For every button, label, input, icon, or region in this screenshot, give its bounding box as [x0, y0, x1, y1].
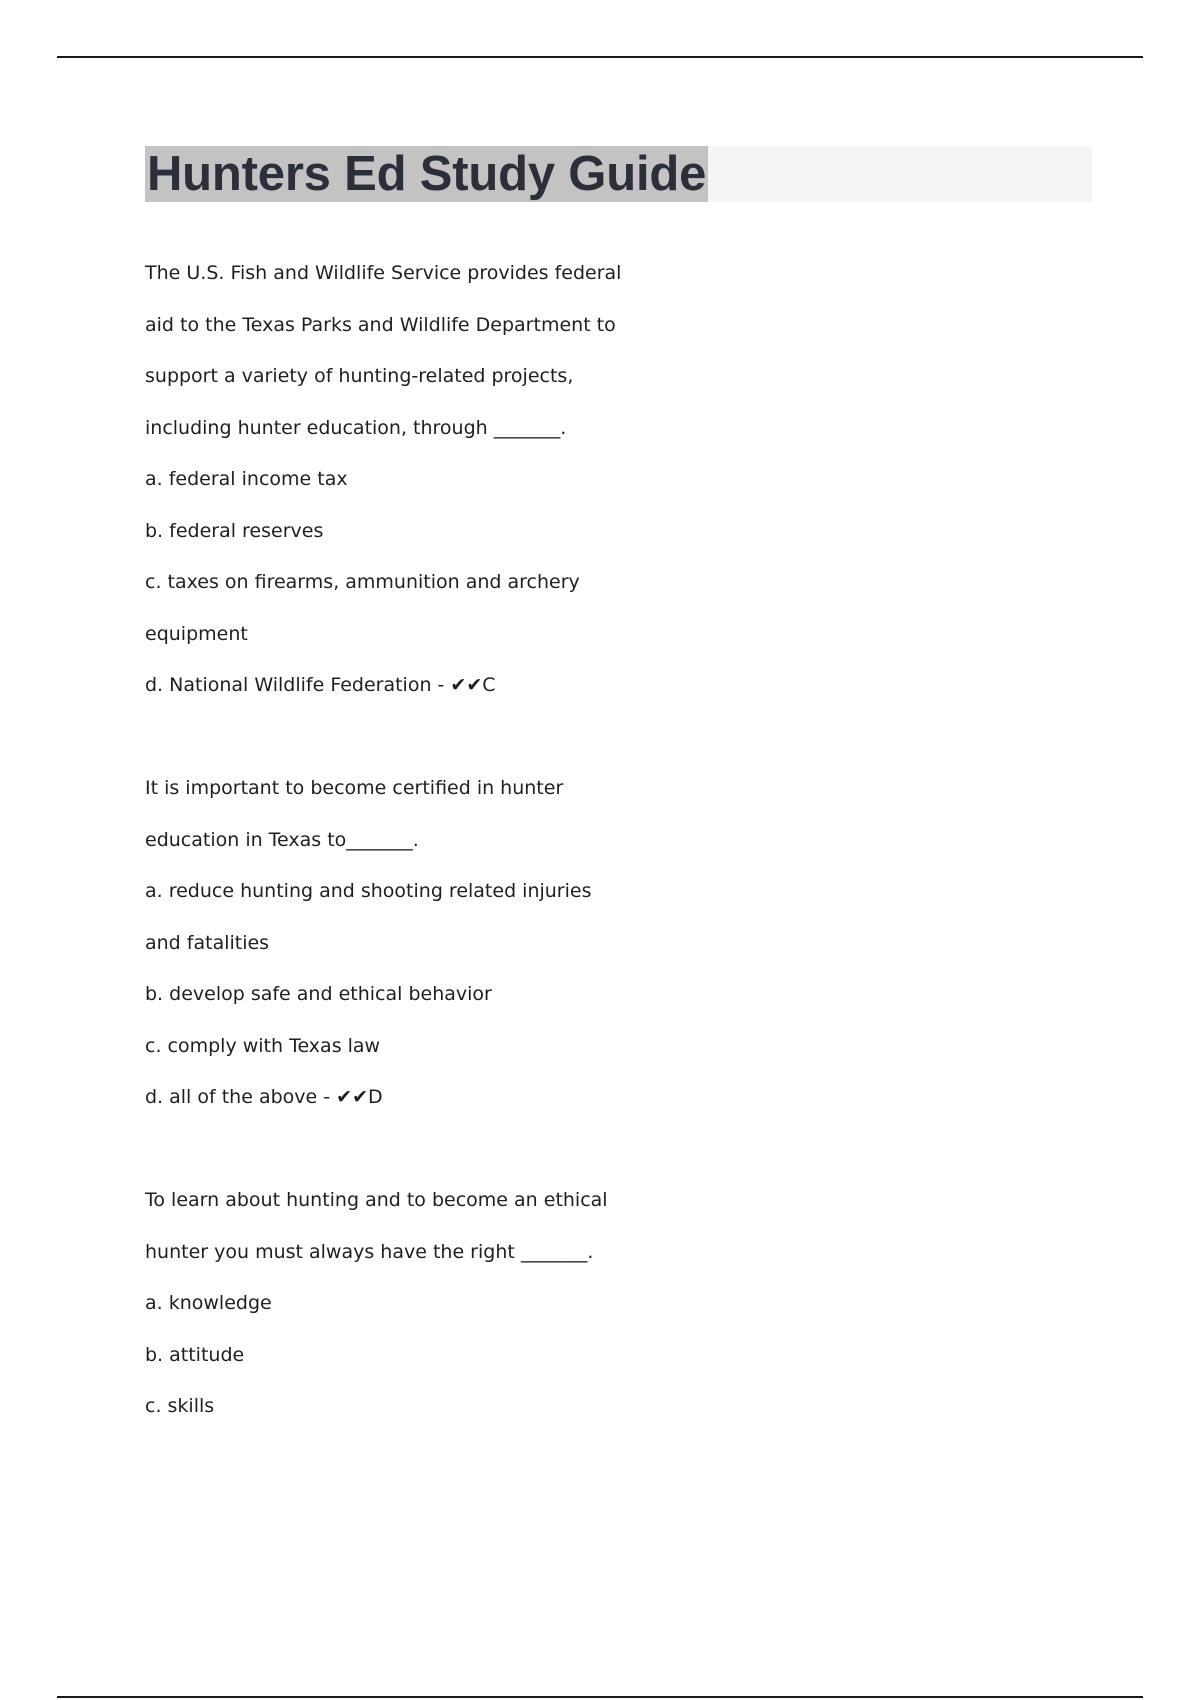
answer-option-with-key: d. all of the above - ✔✔D [145, 1086, 383, 1108]
question-text-line: aid to the Texas Parks and Wildlife Department to [145, 313, 616, 336]
question-block [145, 1175, 1045, 1433]
question-text-line: It is important to become certified in hunter [145, 777, 564, 799]
answer-option: b. federal reserves [145, 519, 324, 542]
spacer [145, 1124, 1045, 1176]
top-rule [57, 56, 1143, 58]
answer-option: b. develop safe and ethical behavior [145, 983, 492, 1005]
answer-option: b. attitude [145, 1343, 245, 1366]
answer-option: c. skills [145, 1395, 215, 1417]
answer-option: equipment [145, 622, 248, 645]
answer-option: c. taxes on firearms, ammunition and archery [145, 571, 580, 593]
answer-option: c. comply with Texas law [145, 1034, 381, 1057]
question-text-line: support a variety of hunting-related projects, [145, 365, 574, 387]
answer-option-with-key: d. National Wildlife Federation - ✔✔C [145, 674, 496, 696]
answer-option: a. federal income tax [145, 468, 348, 490]
question-text-line: The U.S. Fish and Wildlife Service provides federal [145, 262, 622, 284]
page-title: Hunters Ed Study Guide [147, 147, 707, 201]
answer-option: a. reduce hunting and shooting related injuries [145, 880, 592, 902]
question-block [145, 763, 1045, 1124]
bottom-rule [57, 1696, 1143, 1698]
question-text-line: education in Texas to_______. [145, 828, 419, 851]
question-block [145, 248, 1045, 712]
answer-option: and fatalities [145, 931, 270, 954]
question-text-line: hunter you must always have the right _______. [145, 1240, 594, 1263]
spacer [145, 712, 1045, 764]
question-text-line: including hunter education, through _______. [145, 416, 567, 439]
question-text-line: To learn about hunting and to become an ethical [145, 1189, 608, 1211]
document-body [145, 248, 1045, 1433]
answer-option: a. knowledge [145, 1292, 272, 1314]
